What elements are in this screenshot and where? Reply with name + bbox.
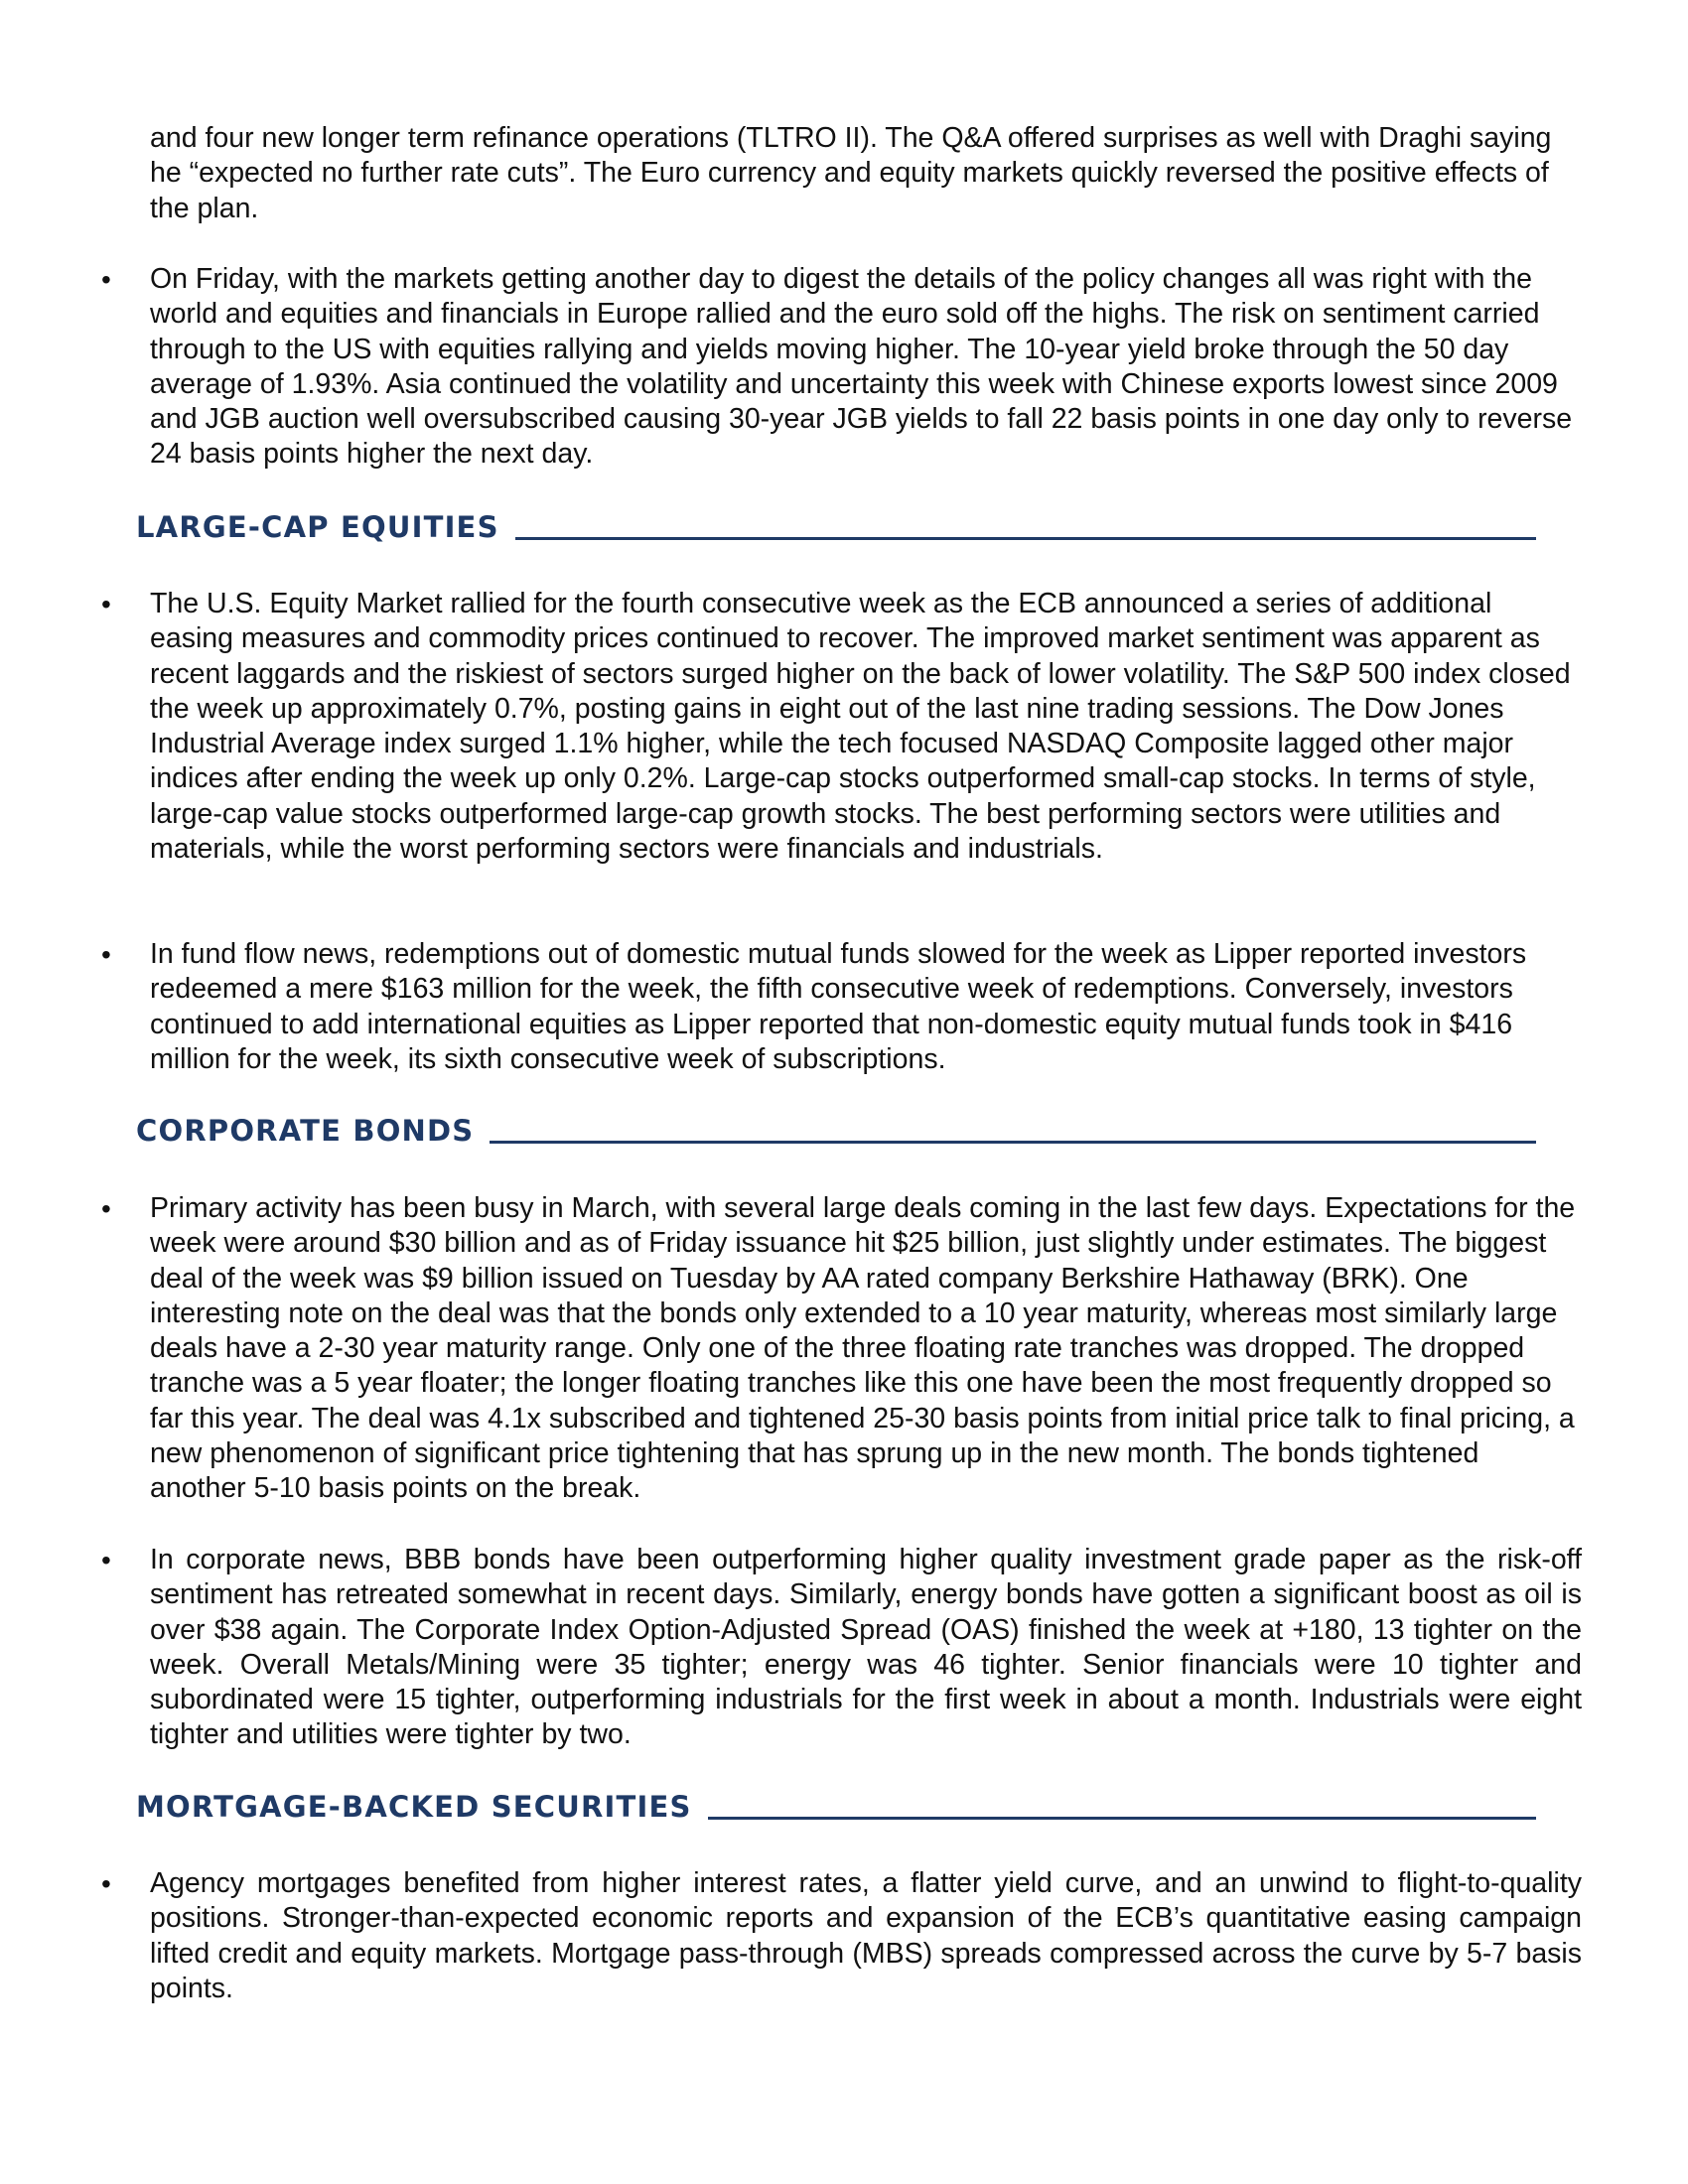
list-item-fund-flow [101, 937, 1582, 1077]
heading-rule [515, 537, 1536, 540]
section-heading-large-cap-equities [136, 504, 1536, 544]
list-item-primary-activity [101, 1191, 1582, 1507]
bullet-icon: • [101, 589, 111, 619]
heading-rule [490, 1141, 1536, 1144]
section-heading-corporate-bonds [136, 1108, 1536, 1148]
list-item-text: In fund flow news, redemptions out of domestic mutual funds slowed for the week as Lipper reported investors redeemed a mere $163 million for the week, the fifth consecutive week of redemptions. Conversely, investors continued to add international equities as Lipper reported that non-domestic equity mutual funds took in $416 million for the week, its sixth consecutive week of subscriptions. [150, 938, 1527, 1075]
bullet-icon: • [101, 264, 111, 295]
bullet-icon: • [101, 1193, 111, 1224]
list-item-text: In corporate news, BBB bonds have been outperforming higher quality investment grade paper as the risk-off sentiment has retreated somewhat in recent days. Similarly, energy bonds have gotten a significant boost as oil is over $38 again. The Corporate Index Option-Adjusted Spread (OAS) finished the week at +180, 13 tighter on the week. Overall Metals/Mining were 35 tighter; energy was 46 tighter. Senior financials were 10 tighter and subordinated were 15 tighter, outperforming industrials for the first week in about a month. Industrials were eight tighter and utilities were tighter by two. [150, 1544, 1582, 1751]
list-item-agency-mortgages [101, 1866, 1582, 2006]
list-item-us-equity-market [101, 587, 1582, 867]
list-item-corporate-news [101, 1543, 1582, 1753]
section-heading-text: MORTGAGE-BACKED SECURITIES [136, 1790, 692, 1824]
bullet-icon: • [101, 1868, 111, 1899]
list-item-text: On Friday, with the markets getting another day to digest the details of the policy changes all was right with the world and equities and financials in Europe rallied and the euro sold off the highs. The risk on sentiment carried through to the US with equities rallying and yields moving higher. The 10-year yield broke through the 50 day average of 1.93%. Asia continued the volatility and uncertainty this week with Chinese exports lowest since 2009 and JGB auction well oversubscribed causing 30-year JGB yields to fall 22 basis points in one day only to reverse 24 basis points higher the next day. [150, 263, 1573, 471]
list-item-text: Primary activity has been busy in March, with several large deals coming in the last few days. Expectations for the week were around $30 billion and as of Friday issuance hit $25 billion, just slightly under estimates. The biggest deal of the week was $9 billion issued on Tuesday by AA rated company Berkshire Hathaway (BRK). One interesting note on the deal was that the bonds only extended to a 10 year maturity, whereas most similarly large deals have a 2-30 year maturity range. Only one of the three floating rate tranches was dropped. The dropped tranche was a 5 year floater; the longer floating tranches like this one have been the most frequently dropped so far this year. The deal was 4.1x subscribed and tightened 25-30 basis points from initial price talk to final pricing, a new phenomenon of significant price tightening that has sprung up in the new month. The bonds tightened another 5-10 basis points on the break. [150, 1192, 1576, 1505]
section-heading-text: LARGE-CAP EQUITIES [136, 510, 499, 544]
section-heading-mortgage-backed-securities [136, 1784, 1536, 1824]
heading-rule [708, 1817, 1536, 1820]
list-item-friday-markets [101, 262, 1582, 473]
list-item-text: The U.S. Equity Market rallied for the fourth consecutive week as the ECB announced a series of additional easing measures and commodity prices continued to recover. The improved market sentiment was apparent as recent laggards and the riskiest of sectors surged higher on the back of lower volatility. The S&P 500 index closed the week up approximately 0.7%, posting gains in eight out of the last nine trading sessions. The Dow Jones Industrial Average index surged 1.1% higher, while the tech focused NASDAQ Composite lagged other major indices after ending the week up only 0.2%. Large-cap stocks outperformed small-cap stocks. In terms of style, large-cap value stocks outperformed large-cap growth stocks. The best performing sectors were utilities and materials, while the worst performing sectors were financials and industrials. [150, 588, 1571, 866]
continuation-paragraph: and four new longer term refinance operations (TLTRO II). The Q&A offered surprises as well with Draghi saying he “expected no further rate cuts”. The Euro currency and equity markets quickly reversed the positive effects of the plan. [150, 122, 1552, 224]
bullet-icon: • [101, 939, 111, 970]
bullet-icon: • [101, 1545, 111, 1575]
section-heading-text: CORPORATE BONDS [136, 1114, 475, 1148]
list-item-text: Agency mortgages benefited from higher interest rates, a flatter yield curve, and an unwind to flight-to-quality positions. Stronger-than-expected economic reports and expansion of the ECB’s quantitative easing campaign lifted credit and equity markets. Mortgage pass-through (MBS) spreads compressed across the curve by 5-7 basis points. [150, 1867, 1582, 2004]
